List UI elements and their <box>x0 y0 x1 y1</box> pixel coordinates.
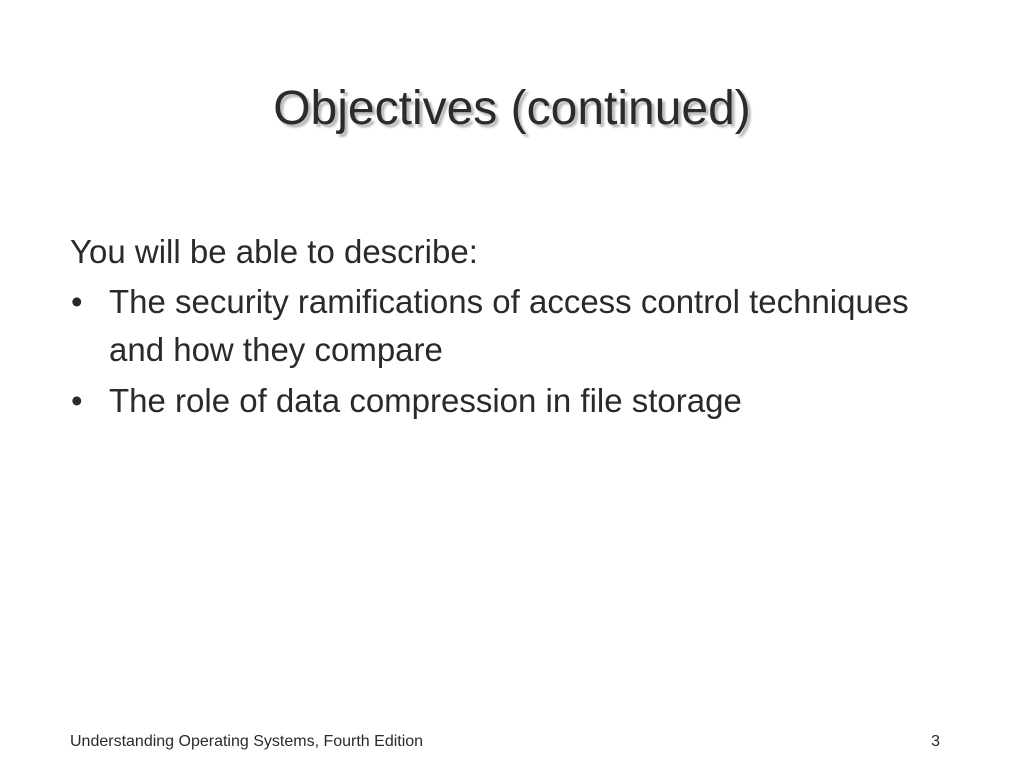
bullet-list <box>70 278 950 425</box>
bullet-item <box>70 377 950 425</box>
bullet-icon: • <box>71 283 83 320</box>
footer-text: Understanding Operating Systems, Fourth Edition <box>70 733 424 750</box>
bullet-icon: • <box>71 382 83 419</box>
bullet-text: The security ramifications of access control techniques and how they compare <box>109 283 909 368</box>
page-number: 3 <box>931 733 940 750</box>
bullet-text: The role of data compression in file storage <box>109 382 742 419</box>
slide-footer <box>70 731 940 753</box>
slide-body <box>70 228 950 428</box>
intro-text: You will be able to describe: <box>70 233 478 270</box>
slide-title: Objectives (continued) <box>273 82 751 135</box>
bullet-item <box>70 278 950 374</box>
